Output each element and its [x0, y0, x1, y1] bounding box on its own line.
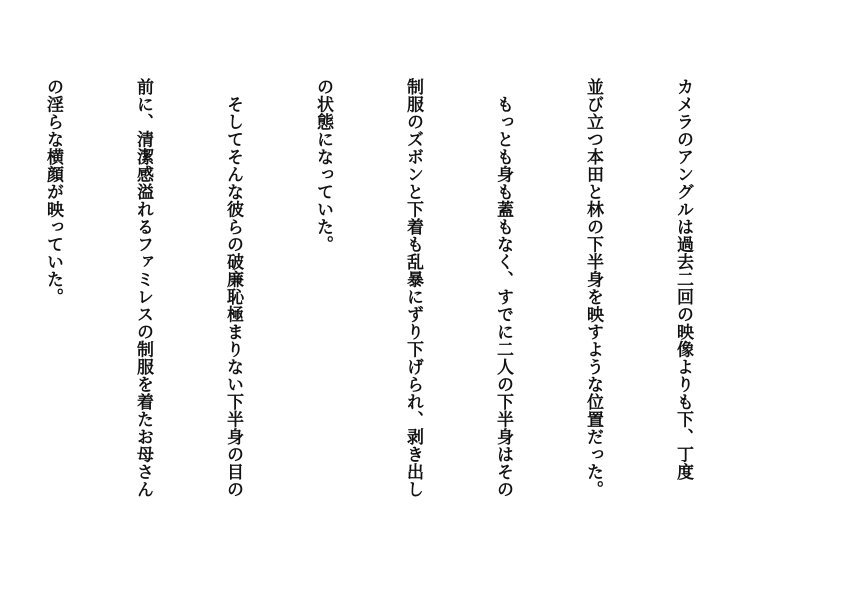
vertical-text-body: [0, 78, 758, 534]
text-line: 並び立つ本田と林の下半身を映すような位置だった。: [583, 78, 603, 498]
text-line: そしてそんな彼らの破廉恥極まりない下半身の目の: [223, 78, 243, 498]
text-line: の淫らな横顔が映っていた。: [43, 78, 63, 306]
text-line: の状態になっていた。: [313, 78, 333, 253]
text-line: 前に、清潔感溢れるファミレスの制服を着たお母さん: [133, 78, 153, 498]
text-line: カメラのアングルは過去二回の映像よりも下、丁度: [673, 78, 693, 481]
text-line: 制服のズボンと下着も乱暴にずり下げられ、剥き出し: [403, 78, 423, 498]
text-line: もっとも身も蓋もなく、すでに二人の下半身はその: [493, 78, 513, 498]
